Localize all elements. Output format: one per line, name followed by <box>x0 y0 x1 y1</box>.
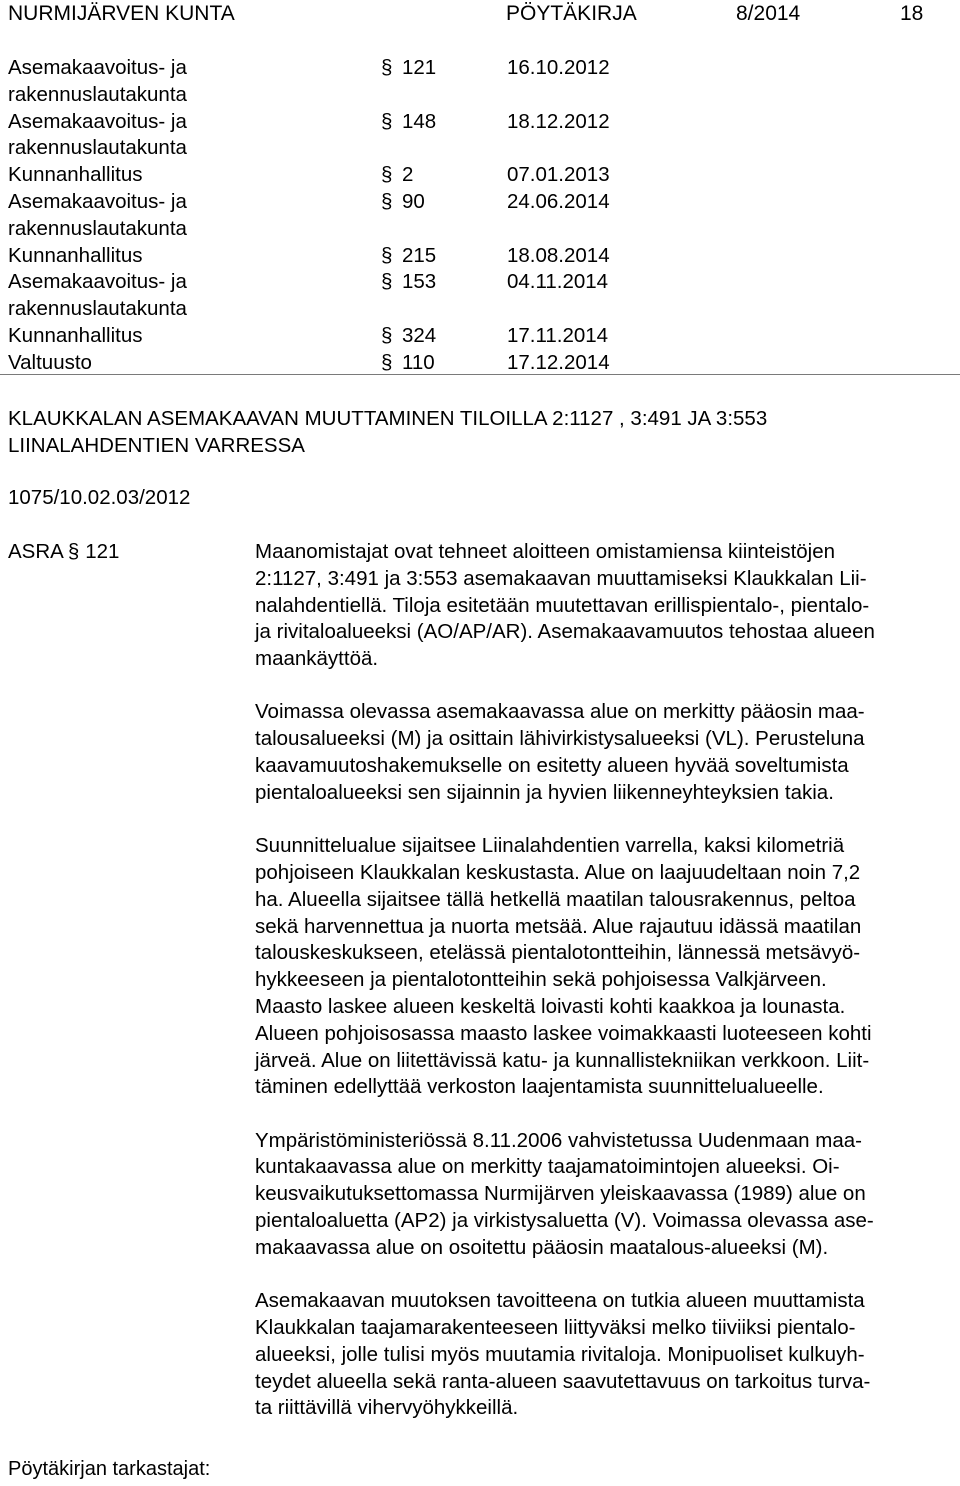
footer-label: Pöytäkirjan tarkastajat: <box>8 1458 211 1480</box>
document-type: PÖYTÄKIRJA <box>506 2 637 25</box>
history-section-number: 148 <box>402 109 437 133</box>
history-organ <box>8 269 378 323</box>
section-body <box>255 539 955 1449</box>
paragraph-line: Maanomistajat ovat tehneet aloitteen omistamiensa kiinteistöjen <box>255 540 836 563</box>
history-section-number: 215 <box>402 243 437 267</box>
paragraph-line: järveä. Alue on liitettävissä katu- ja kunnallistekniikan verkkoon. Liit- <box>255 1048 870 1072</box>
history-row <box>0 109 960 163</box>
paragraph-line: Maasto laskee alueen keskeltä loivasti kohti kaakkoa ja lounasta. <box>255 994 846 1018</box>
history-organ-line: Asemakaavoitus- ja <box>8 56 187 79</box>
section-label <box>8 539 119 566</box>
section-symbol: § <box>381 109 393 133</box>
history-section-number: 121 <box>402 56 437 79</box>
body-paragraph <box>255 699 955 806</box>
history-organ-line: Kunnanhallitus <box>8 163 143 187</box>
history-section-number: 324 <box>402 324 437 347</box>
history-organ <box>8 55 378 109</box>
paragraph-line: pientaloalueeksi sen sijainnin ja hyvien liikenneyhteyksien takia. <box>255 780 834 804</box>
history-row <box>0 269 960 323</box>
history-section-number: 2 <box>402 163 414 187</box>
document-number: 8/2014 <box>736 2 801 25</box>
paragraph-line: teydet alueella sekä ranta-alueen saavutettavuus on tarkoitus turva- <box>255 1369 871 1393</box>
history-date: 04.11.2014 <box>507 270 609 294</box>
body-paragraph <box>255 1288 955 1422</box>
history-organ-line: Valtuusto <box>8 350 92 374</box>
history-organ-line: rakennuslautakunta <box>8 82 187 106</box>
history-section-number: 110 <box>402 350 435 374</box>
history-organ-line: Asemakaavoitus- ja <box>8 270 187 294</box>
paragraph-line: ha. Alueella sijaitsee tällä hetkellä maatilan talousrakennus, peltoa <box>255 887 856 911</box>
history-row <box>0 323 960 350</box>
history-organ-line: rakennuslautakunta <box>8 136 187 160</box>
history-row <box>0 162 960 189</box>
page-number: 18 <box>900 2 924 25</box>
title-line: KLAUKKALAN ASEMAKAAVAN MUUTTAMINEN TILOILLA 2:1127 , 3:491 JA 3:553 <box>8 407 768 430</box>
history-organ-line: Asemakaavoitus- ja <box>8 109 187 133</box>
history-date: 07.01.2013 <box>507 163 610 187</box>
history-organ-line: Asemakaavoitus- ja <box>8 190 187 213</box>
page-title <box>8 405 948 459</box>
body-paragraph <box>255 833 955 1101</box>
history-section-number: 90 <box>402 190 425 213</box>
paragraph-line: sekä harvennettua ja nuorta metsää. Alue rajautuu idässä maatilan <box>255 914 862 938</box>
paragraph-line: ta riittävillä vihervyöhykkeillä. <box>255 1396 519 1420</box>
section-symbol: § <box>381 324 393 347</box>
title-line: LIINALAHDENTIEN VARRESSA <box>8 434 305 457</box>
document-reference: 1075/10.02.03/2012 <box>8 486 191 509</box>
paragraph-line: makaavassa alue on osoitettu pääosin maatalous-alueeksi (M). <box>255 1235 829 1259</box>
history-organ-line: Kunnanhallitus <box>8 243 143 267</box>
history-section-number: 153 <box>402 270 437 294</box>
history-organ-line: rakennuslautakunta <box>8 216 187 240</box>
paragraph-line: alueeksi, jolle tulisi myös muutamia rivitaloja. Monipuoliset kulkuyh- <box>255 1342 865 1366</box>
paragraph-line: maankäyttöä. <box>255 647 379 671</box>
divider-line <box>0 374 960 375</box>
paragraph-line: Asemakaavan muutoksen tavoitteena on tutkia alueen muuttamista <box>255 1289 865 1313</box>
history-date: 16.10.2012 <box>507 56 610 79</box>
history-organ-line: rakennuslautakunta <box>8 297 187 321</box>
history-date: 17.11.2014 <box>507 324 609 347</box>
history-row <box>0 350 960 377</box>
paragraph-line: hykkeeseen ja pientalotontteihin sekä pohjoisessa Valkjärveen. <box>255 968 827 992</box>
paragraph-line: kaavamuutoshakemukselle on esitetty alueen hyvää soveltumista <box>255 754 849 778</box>
history-date: 24.06.2014 <box>507 190 610 213</box>
section-symbol: § <box>381 56 393 79</box>
paragraph-line: pientaloaluetta (AP2) ja virkistysaluetta (V). Voimassa olevassa ase- <box>255 1209 874 1233</box>
history-organ-line: Kunnanhallitus <box>8 324 143 347</box>
section-symbol: § <box>67 540 80 563</box>
paragraph-line: nalahdentiellä. Tiloja esitetään muutettavan erillispientalo-, pientalo- <box>255 593 870 617</box>
page-header <box>0 0 960 28</box>
history-organ <box>8 323 378 350</box>
history-date: 18.12.2012 <box>507 109 610 133</box>
history-date: 17.12.2014 <box>507 350 610 374</box>
section-number: 121 <box>85 540 120 563</box>
paragraph-line: keusvaikutuksettomassa Nurmijärven yleiskaavassa (1989) alue on <box>255 1182 866 1206</box>
paragraph-line: Suunnittelualue sijaitsee Liinalahdentien varrella, kaksi kilometriä <box>255 834 845 858</box>
history-organ <box>8 189 378 243</box>
paragraph-line: Klaukkalan taajamarakenteeseen liittyväksi melko tiiviiksi pientalo- <box>255 1315 856 1339</box>
history-organ <box>8 350 378 377</box>
history-date: 18.08.2014 <box>507 243 610 267</box>
paragraph-line: talouskeskukseen, etelässä pientalotontteihin, lännessä metsävyö- <box>255 941 861 965</box>
history-row <box>0 243 960 270</box>
paragraph-line: ja rivitaloalueeksi (AO/AP/AR). Asemakaavamuutos tehostaa alueen <box>255 620 875 644</box>
paragraph-line: talousalueeksi (M) ja osittain lähivirkistysalueeksi (VL). Perusteluna <box>255 727 865 751</box>
paragraph-line: Ympäristöministeriössä 8.11.2006 vahvistetussa Uudenmaan maa- <box>255 1128 862 1152</box>
paragraph-line: pohjoiseen Klaukkalan keskustasta. Alue on laajuudeltaan noin 7,2 <box>255 860 861 884</box>
history-row <box>0 189 960 243</box>
history-organ <box>8 243 378 270</box>
paragraph-line: kuntakaavassa alue on merkitty taajamatoimintojen alueeksi. Oi- <box>255 1155 840 1179</box>
history-organ <box>8 109 378 163</box>
section-prefix: ASRA <box>8 540 64 563</box>
body-paragraph <box>255 1128 955 1262</box>
section-symbol: § <box>381 190 393 213</box>
paragraph-line: Voimassa olevassa asemakaavassa alue on merkitty pääosin maa- <box>255 700 865 724</box>
paragraph-line: 2:1127, 3:491 ja 3:553 asemakaavan muuttamiseksi Klaukkalan Lii- <box>255 566 867 590</box>
history-row <box>0 55 960 109</box>
section-symbol: § <box>381 350 393 374</box>
body-paragraph <box>255 539 955 673</box>
paragraph-line: Alueen pohjoisosassa maasto laskee voimakkaasti luoteeseen kohti <box>255 1021 872 1045</box>
paragraph-line: täminen edellyttää verkoston laajentamista suunnittelualueelle. <box>255 1075 824 1099</box>
section-symbol: § <box>381 270 393 294</box>
section-symbol: § <box>381 243 393 267</box>
section-symbol: § <box>381 163 393 187</box>
history-organ <box>8 162 378 189</box>
organization-name: NURMIJÄRVEN KUNTA <box>8 2 235 25</box>
